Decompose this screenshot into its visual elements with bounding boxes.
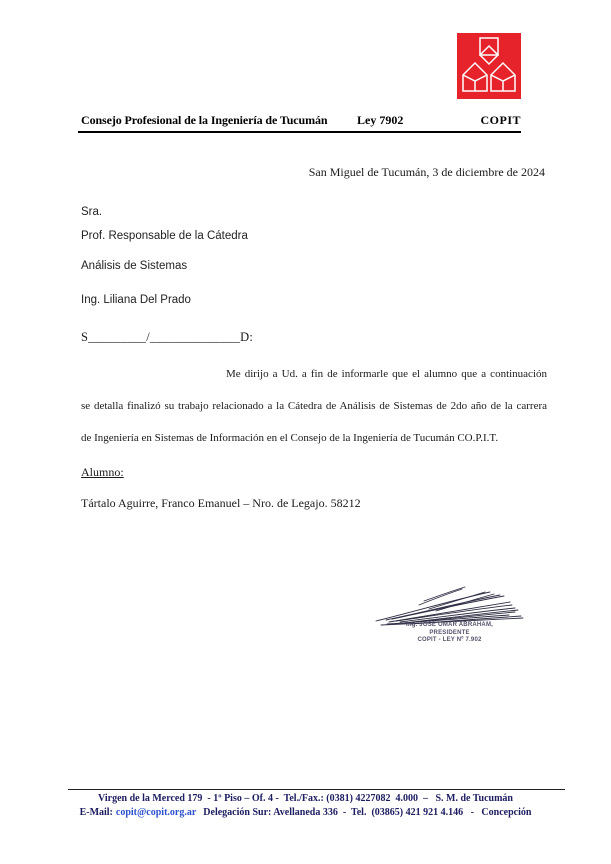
date-line: San Miguel de Tucumán, 3 de diciembre de 2024 <box>308 165 545 179</box>
body-paragraph <box>81 358 547 454</box>
signer-org: COPIT - LEY Nº 7.902 <box>417 637 482 643</box>
header-acronym: COPIT <box>480 113 521 127</box>
body-line: Me dirijo a Ud. a fin de informarle que el alumno que a continuación <box>226 368 547 380</box>
copit-logo <box>457 33 521 99</box>
signer-title: PRESIDENTE <box>429 629 470 636</box>
footer-email-link[interactable]: copit@copit.org.ar <box>115 807 197 818</box>
footer-address-line: Virgen de la Merced 179 - 1º Piso – Of. 4 - Tel./Fax.: (0381) 4227082 4.000 – S. M. de Tucumán <box>98 793 513 804</box>
footer-divider <box>68 789 565 790</box>
footer-email-label: E-Mail: <box>79 807 113 818</box>
sd-greeting-line: S_________/______________D: <box>81 330 254 344</box>
recipient-salutation: Sra. <box>81 206 103 218</box>
copit-logo-icon <box>457 33 521 99</box>
recipient-role: Prof. Responsable de la Cátedra <box>81 230 248 242</box>
footer-contact-line <box>50 806 561 820</box>
signature-scribble <box>372 584 527 626</box>
student-section-label: Alumno: <box>81 465 124 479</box>
footer-delegation-text: Delegación Sur: Avellaneda 336 - Tel. (03865) 421 921 4.146 - Concepción <box>203 807 532 818</box>
student-detail: Tártalo Aguirre, Franco Emanuel – Nro. de Legajo. 58212 <box>81 496 361 510</box>
body-line: de Ingeniería en Sistemas de Información en el Consejo de la Ingeniería de Tucumán CO.P.I.T. <box>81 432 499 444</box>
footer <box>50 792 561 820</box>
signature-ink-icon <box>372 584 527 626</box>
body-line: se detalla finalizó su trabajo relacionado a la Cátedra de Análisis de Sistemas de 2do año de la carrera <box>81 400 547 412</box>
recipient-name: Ing. Liliana Del Prado <box>81 294 191 306</box>
signature-stamp <box>377 622 522 645</box>
header-law-number: Ley 7902 <box>357 113 404 127</box>
header-divider <box>78 131 521 133</box>
header-org-name: Consejo Profesional de la Ingeniería de Tucumán <box>81 113 328 127</box>
signer-name: Ing. JOSÉ OMAR ABRAHAM, <box>405 622 494 628</box>
recipient-subject: Análisis de Sistemas <box>81 260 188 272</box>
